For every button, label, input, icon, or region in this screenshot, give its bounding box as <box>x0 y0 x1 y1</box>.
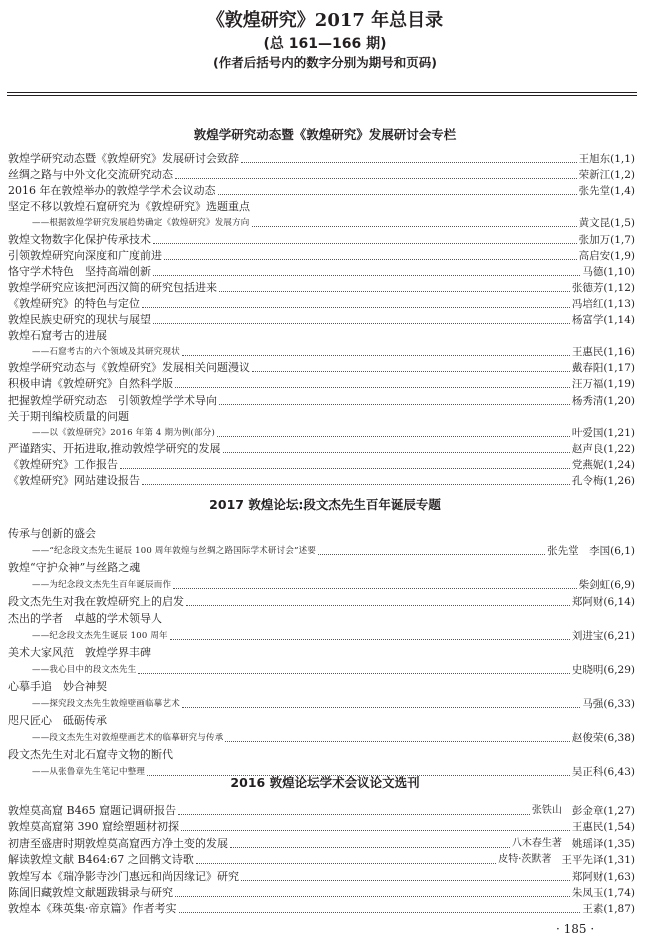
entry-title: 严谨踏实、开拓进取,推动敦煌学研究的发展 <box>8 441 221 455</box>
leader-dots <box>173 587 576 589</box>
leader-dots <box>170 638 570 640</box>
toc-entry <box>8 408 635 424</box>
entry-author: 马强(6,33) <box>582 698 635 710</box>
entry-title: 传承与创新的盛会 <box>8 527 96 540</box>
toc-entry <box>8 472 635 488</box>
leader-dots <box>182 706 581 708</box>
entry-title: 引领敦煌研究向深度和广度前进 <box>8 248 162 262</box>
toc-entry <box>8 802 635 818</box>
toc-entry <box>8 392 635 408</box>
entry-title: 美术大家风范 敦煌学界丰碑 <box>8 646 151 659</box>
leader-dots <box>178 813 530 815</box>
toc-entry <box>8 627 635 643</box>
entry-title: 解读敦煌文献 B464:67 之回鹘文诗歌 <box>8 853 194 867</box>
leader-dots <box>142 306 570 308</box>
leader-dots <box>182 354 570 356</box>
entry-author: 张先堂(1,4) <box>578 185 635 198</box>
toc-entry <box>8 695 635 711</box>
entry-author: 王素(1,87) <box>582 903 635 916</box>
entry-title: 《敦煌研究》的特色与定位 <box>8 296 140 310</box>
entry-title: 积极申请《敦煌研究》自然科学版 <box>8 377 173 391</box>
leader-dots <box>153 322 570 324</box>
entry-title: 敦煌写本《瑞净影寺沙门惠远和尚因缘记》研究 <box>8 869 239 883</box>
leader-dots <box>186 604 570 606</box>
leader-dots <box>318 553 545 555</box>
entry-title: 心摹手追 妙合神契 <box>8 680 107 693</box>
entry-author: 赵俊荣(6,38) <box>571 732 635 744</box>
entry-title: 陈訚旧藏敦煌文献题跋辑录与研究 <box>8 886 173 899</box>
leader-dots <box>241 161 577 163</box>
entry-title: 敦煌“守护众神”与丝路之魂 <box>8 561 141 574</box>
entry-author: 王惠民(1,16) <box>571 346 635 359</box>
leader-dots <box>164 258 577 260</box>
entry-title: 坚定不移以敦煌石窟研究为《敦煌研究》选题重点 <box>8 200 250 214</box>
leader-dots <box>252 225 577 227</box>
entry-author: 高启安(1,9) <box>578 249 635 262</box>
entry-translator: 八木春生著 <box>511 837 562 849</box>
section-title: 2016 敦煌论坛学术会议论文选刊 <box>230 775 420 790</box>
toc-entry <box>8 343 635 359</box>
entry-title: 2016 年在敦煌举办的敦煌学学术会议动态 <box>8 184 216 198</box>
entry-subtitle: ——从张鲁章先生笔记中整理 <box>32 767 146 777</box>
entry-author: 姚瑶译(1,35) <box>571 837 635 850</box>
toc-entry <box>8 166 635 182</box>
entry-author: 孔令梅(1,26) <box>571 475 635 487</box>
leader-dots <box>181 829 570 831</box>
entry-title: 敦煌学研究应该把河西汉简的研究包括进来 <box>8 280 217 294</box>
toc-entry <box>8 150 635 166</box>
leader-dots <box>179 911 581 913</box>
toc-entry <box>8 746 635 762</box>
entry-subtitle: ——探究段文杰先生敦煌壁画临摹艺术 <box>32 699 180 709</box>
toc-entry <box>8 375 635 391</box>
toc-entry <box>8 644 635 660</box>
leader-dots <box>218 193 577 195</box>
toc-entry <box>8 440 635 456</box>
entry-author: 黄文昆(1,5) <box>578 217 635 230</box>
leader-dots <box>241 879 570 881</box>
toc-entry <box>8 542 635 558</box>
entry-author: 朱凤玉(1,74) <box>571 887 635 899</box>
entry-subtitle: ——我心目中的段文杰先生 <box>32 665 137 675</box>
entry-author: 杨秀清(1,20) <box>571 394 635 407</box>
toc-entry <box>8 818 635 834</box>
entry-author: 张先堂 李国(6,1) <box>547 545 635 557</box>
toc-entry <box>8 868 635 884</box>
entry-translator: 皮特·茨默著 <box>498 854 552 866</box>
entry-author: 杨富学(1,14) <box>571 314 635 326</box>
entry-title: 把握敦煌学研究动态 引领敦煌学学术导向 <box>8 393 217 407</box>
entry-title: 敦煌民族史研究的现状与展望 <box>8 313 151 326</box>
toc-entry <box>8 525 635 541</box>
entry-title: 《敦煌研究》网站建设报告 <box>8 474 140 487</box>
entry-subtitle: ——为纪念段文杰先生百年诞辰而作 <box>32 580 172 590</box>
toc-entry <box>8 295 635 311</box>
entry-title: 杰出的学者 卓越的学术领导人 <box>8 612 162 625</box>
leader-dots <box>138 672 570 674</box>
entry-author: 郑阿财(6,14) <box>571 596 635 608</box>
entry-subtitle: ——“纪念段文杰先生诞辰 100 周年敦煌与丝绸之路国际学术研讨会”述要 <box>32 546 317 556</box>
toc-entry <box>8 231 635 247</box>
toc-entry <box>8 359 635 375</box>
leader-dots <box>153 274 580 276</box>
leader-dots <box>219 290 570 292</box>
top-rule <box>7 92 637 93</box>
entry-author: 戴春阳(1,17) <box>571 362 635 375</box>
entry-author: 吴正科(6,43) <box>571 766 635 778</box>
toc-entry <box>8 610 635 626</box>
entry-title: 咫尺匠心 砥砺传承 <box>8 714 107 727</box>
entry-title: 敦煌学研究动态暨《敦煌研究》发展研讨会致辞 <box>8 152 239 165</box>
entry-title: 敦煌文物数字化保护传承技术 <box>8 232 151 246</box>
entry-subtitle: ——石窟考古的六个领域及其研究现状 <box>32 347 180 358</box>
entry-title: 敦煌莫高窟 B465 窟题记调研报告 <box>8 804 177 817</box>
toc-entry <box>8 311 635 327</box>
entry-title: 恪守学术特色 坚持高端创新 <box>8 264 151 278</box>
entry-title: 敦煌石窟考古的进展 <box>8 329 107 343</box>
toc-entry <box>8 884 635 900</box>
page-subtitle: (总 161—166 期) <box>263 36 387 52</box>
toc-entry <box>8 661 635 677</box>
entry-title: 敦煌本《珠英集·帝京篇》作者考实 <box>8 902 177 916</box>
entry-author: 冯培红(1,13) <box>571 297 635 310</box>
toc-entry <box>8 835 635 851</box>
leader-dots <box>225 740 570 742</box>
page-note: (作者后括号内的数字分别为期号和页码) <box>213 55 437 70</box>
entry-author: 王平先译(1,31) <box>561 854 635 867</box>
entry-title: 段文杰先生对我在敦煌研究上的启发 <box>8 595 184 608</box>
toc-entry <box>8 593 635 609</box>
entry-author: 郑阿财(1,63) <box>571 870 635 883</box>
leader-dots <box>252 370 570 372</box>
toc-entry <box>8 678 635 694</box>
toc-entry <box>8 214 635 230</box>
leader-dots <box>175 895 570 897</box>
toc-entry <box>8 576 635 592</box>
toc-entry <box>8 851 635 867</box>
toc-entry <box>8 327 635 343</box>
leader-dots <box>153 242 577 244</box>
leader-dots <box>223 451 570 453</box>
entry-title: 丝绸之路与中外文化交流研究动态 <box>8 168 173 182</box>
entry-author: 赵声良(1,22) <box>571 442 635 455</box>
entry-translator: 张铁山 <box>531 805 562 816</box>
leader-dots <box>175 386 570 388</box>
entry-author: 史晓明(6,29) <box>571 664 635 676</box>
toc-entry <box>8 712 635 728</box>
entry-title: 关于期刊编校质量的问题 <box>8 409 129 423</box>
leader-dots <box>142 483 570 485</box>
page-title: 《敦煌研究》2017 年总目录 <box>206 10 444 31</box>
toc-entry <box>8 559 635 575</box>
entry-title: 《敦煌研究》工作报告 <box>8 457 118 471</box>
toc-entry <box>8 900 635 916</box>
toc-entry <box>8 198 635 214</box>
entry-author: 柴剑虹(6,9) <box>578 579 635 591</box>
entry-subtitle: ——以《敦煌研究》2016 年第 4 期为例(部分) <box>32 427 215 438</box>
toc-entry <box>8 729 635 745</box>
toc-entry <box>8 263 635 279</box>
toc-entry <box>8 424 635 440</box>
leader-dots <box>219 403 570 405</box>
entry-author: 荣新江(1,2) <box>578 169 635 182</box>
entry-author: 张德芳(1,12) <box>571 281 635 294</box>
entry-author: 彭金章(1,27) <box>571 805 635 817</box>
leader-dots <box>175 177 577 179</box>
entry-author: 马德(1,10) <box>582 265 635 278</box>
toc-entry <box>8 456 635 472</box>
leader-dots <box>120 467 570 469</box>
entry-author: 叶爱国(1,21) <box>571 426 635 439</box>
entry-subtitle: ——纪念段文杰先生诞辰 100 周年 <box>32 631 168 641</box>
entry-title: 初唐至盛唐时期敦煌莫高窟西方净土变的发展 <box>8 836 228 850</box>
entry-author: 汪万福(1,19) <box>571 378 635 391</box>
leader-dots <box>217 435 570 437</box>
entry-author: 刘进宝(6,21) <box>571 630 635 642</box>
entry-title: 敦煌莫高窟第 390 窟绘塑题材初探 <box>8 820 179 834</box>
toc-entry <box>8 247 635 263</box>
entry-author: 王惠民(1,54) <box>571 821 635 834</box>
leader-dots <box>230 846 510 848</box>
toc-entry <box>8 182 635 198</box>
page-number: · 185 · <box>556 922 595 936</box>
section-title: 2017 敦煌论坛:段文杰先生百年诞辰专题 <box>209 497 441 512</box>
entry-author: 党燕妮(1,24) <box>571 458 635 471</box>
toc-entry <box>8 279 635 295</box>
leader-dots <box>196 862 496 864</box>
entry-author: 王旭东(1,1) <box>578 153 635 165</box>
top-rule-double <box>7 95 637 96</box>
section-title: 敦煌学研究动态暨《敦煌研究》发展研讨会专栏 <box>193 127 457 142</box>
entry-subtitle: ——根据敦煌学研究发展趋势确定《敦煌研究》发展方向 <box>32 218 250 229</box>
entry-author: 张加万(1,7) <box>578 233 635 246</box>
entry-title: 段文杰先生对北石窟寺文物的断代 <box>8 748 173 761</box>
entry-title: 敦煌学研究动态与《敦煌研究》发展相关问题漫议 <box>8 361 250 375</box>
entry-subtitle: ——段文杰先生对敦煌壁画艺术的临摹研究与传承 <box>32 733 224 743</box>
